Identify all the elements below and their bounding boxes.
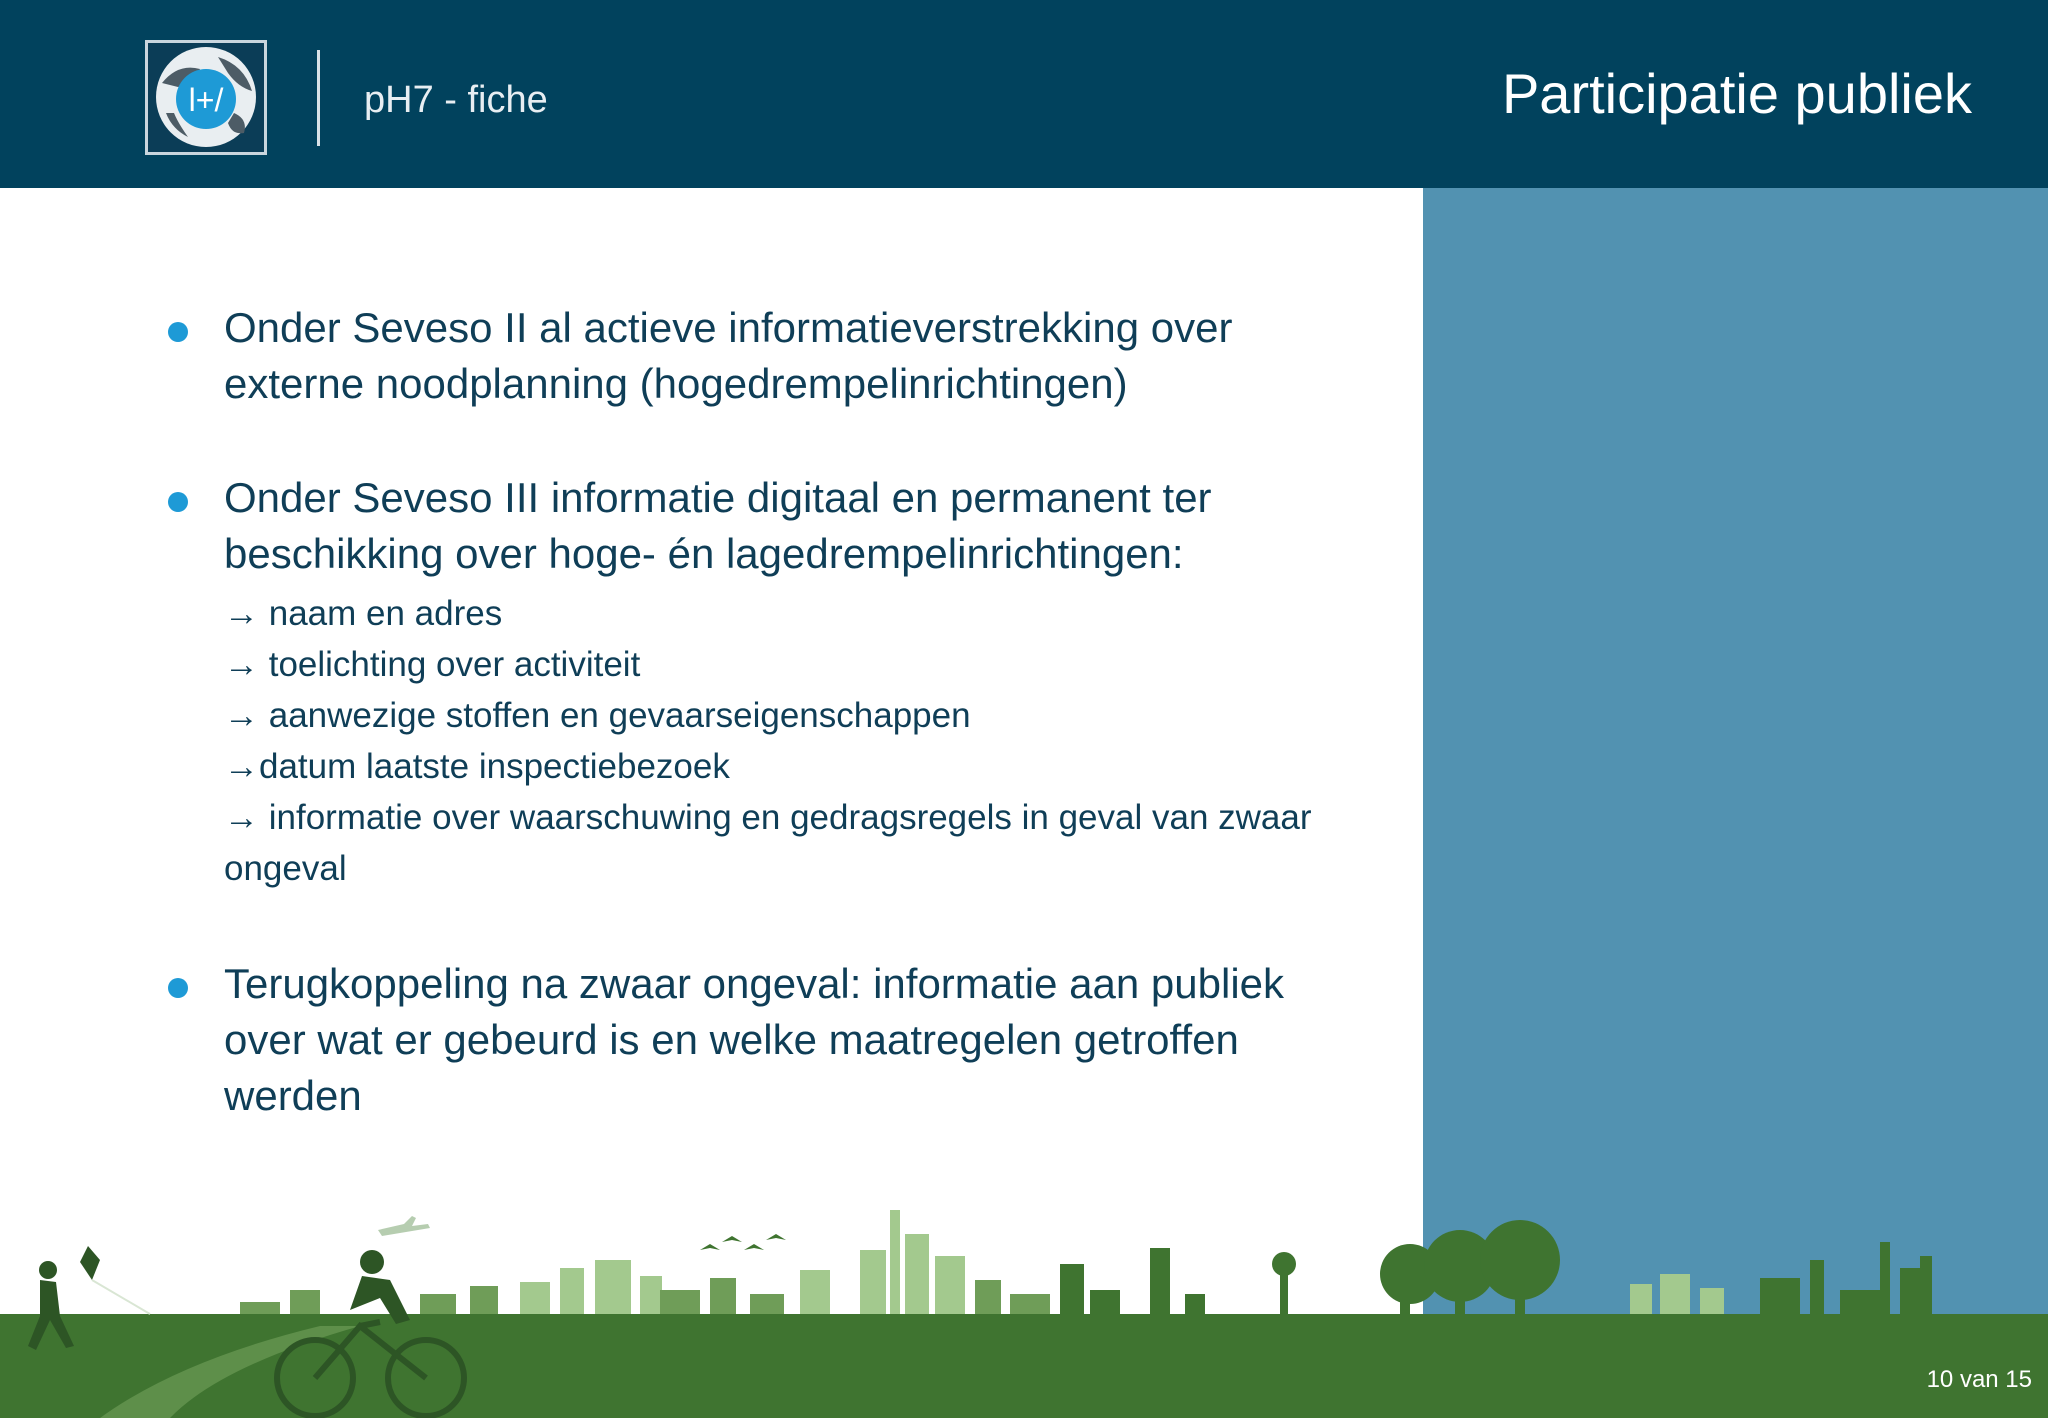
bullet-list xyxy=(168,300,1348,1124)
bullet-dot-icon xyxy=(168,322,188,342)
header-divider xyxy=(317,50,320,146)
city-skyline-illustration xyxy=(0,1190,2048,1418)
page-number: 10 van 15 xyxy=(1926,1366,2032,1393)
header-subtitle: pH7 - fiche xyxy=(364,79,548,121)
bullet-text: Terugkoppeling na zwaar ongeval: informatie aan publiek over wat er gebeurd is en welke maatregelen getroffen werden xyxy=(224,960,1285,1119)
bullet-item xyxy=(168,470,1348,894)
bullet-text: Onder Seveso II al actieve informatieverstrekking over externe noodplanning (hogedrempelinrichtingen) xyxy=(224,304,1233,407)
bullet-item xyxy=(168,956,1348,1124)
bullet-item xyxy=(168,300,1348,412)
header-bar xyxy=(0,0,2048,188)
globe-logo-icon xyxy=(148,43,264,152)
svg-text:l+/: l+/ xyxy=(188,82,224,118)
sub-item: → toelichting over activiteit xyxy=(224,645,641,684)
bullet-dot-icon xyxy=(168,978,188,998)
bullet-dot-icon xyxy=(168,492,188,512)
side-panel xyxy=(1423,188,2048,1322)
ph7-logo xyxy=(145,40,267,155)
page-title: Participatie publiek xyxy=(1501,62,1972,125)
sub-list xyxy=(224,588,1348,894)
sub-item: → aanwezige stoffen en gevaarseigenschappen xyxy=(224,696,971,735)
bullet-text: Onder Seveso III informatie digitaal en permanent ter beschikking over hoge- én lagedrempelinrichtingen: xyxy=(224,474,1212,577)
sub-item: → informatie over waarschuwing en gedragsregels in geval van zwaar ongeval xyxy=(224,798,1312,888)
sub-item: →datum laatste inspectiebezoek xyxy=(224,747,730,786)
sub-item: → naam en adres xyxy=(224,594,503,633)
